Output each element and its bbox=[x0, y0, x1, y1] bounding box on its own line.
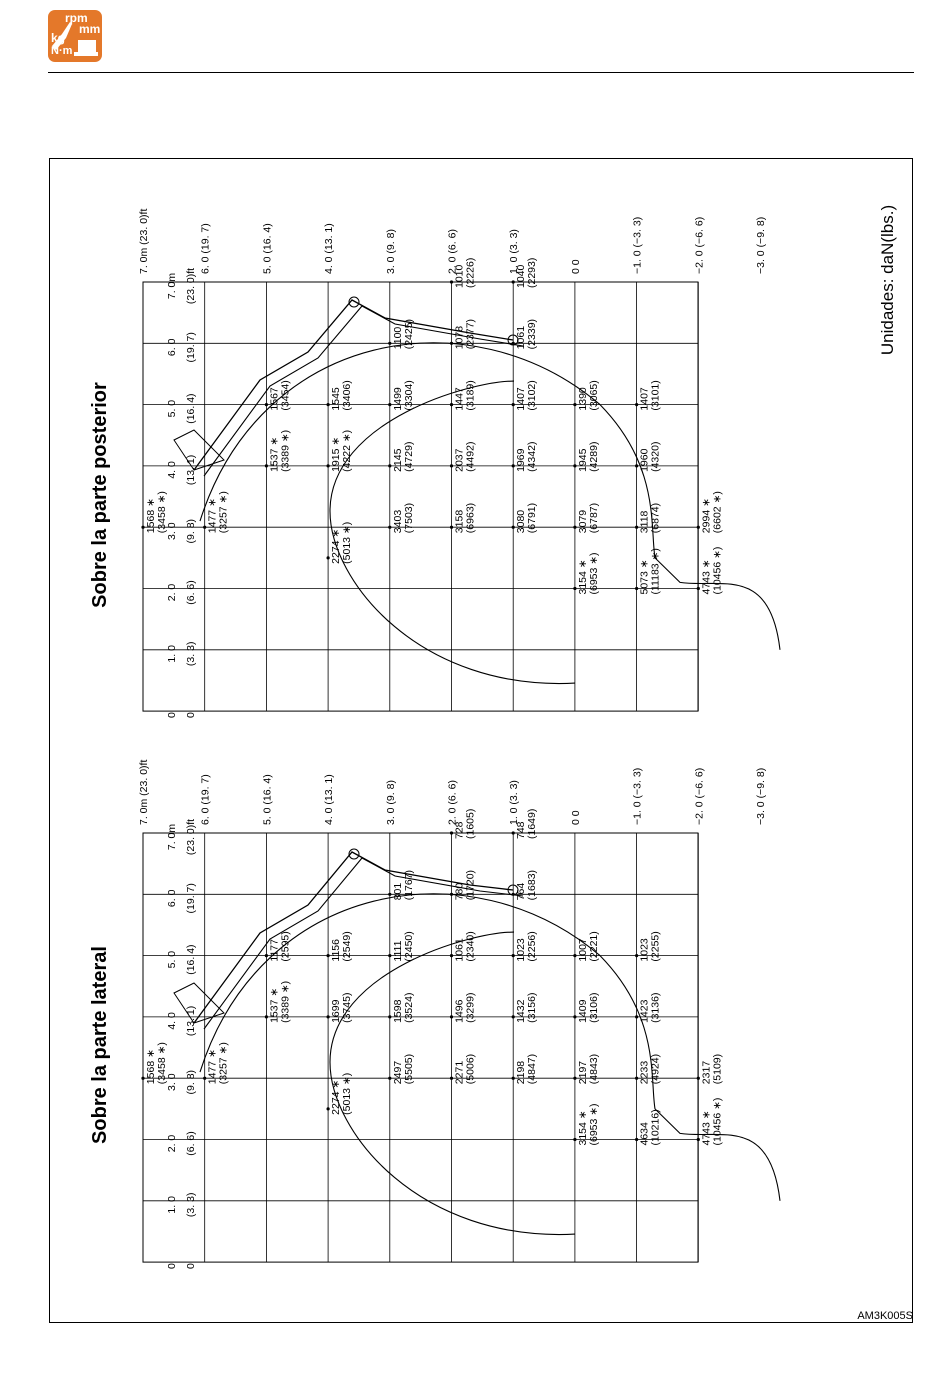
load-point-marker bbox=[573, 1015, 576, 1018]
capacity-value: 1156 bbox=[330, 939, 343, 962]
capacity-value-lbs: (4342) bbox=[526, 441, 539, 472]
height-label: 0 0 bbox=[569, 259, 582, 274]
capacity-value-lbs: (2595) bbox=[279, 931, 292, 962]
reach-label-ft: (19. 7) bbox=[185, 332, 197, 363]
capacity-value-lbs: (5109) bbox=[711, 1053, 724, 1085]
capacity-value-lbs: (1605) bbox=[464, 808, 477, 839]
load-point-marker bbox=[635, 1138, 638, 1141]
height-label: 1. 0 (3. 3) bbox=[508, 229, 521, 274]
reach-label-m: 0 bbox=[166, 712, 178, 719]
load-point-marker bbox=[388, 954, 391, 957]
reach-label-ft: (3. 3) bbox=[185, 641, 197, 667]
height-label: 0 0 bbox=[569, 810, 582, 825]
load-point-marker bbox=[327, 403, 330, 406]
height-label: 2. 0 (6. 6) bbox=[446, 229, 459, 274]
capacity-value: 764 bbox=[515, 882, 528, 901]
capacity-value-lbs: (4222 ∗) bbox=[341, 429, 354, 472]
height-label: 6. 0 (19. 7) bbox=[199, 223, 212, 274]
capacity-value-lbs: (4289) bbox=[587, 441, 600, 472]
capacity-value-lbs: (6953 ∗) bbox=[587, 552, 600, 595]
capacity-value: 1023 bbox=[638, 938, 651, 962]
capacity-value-lbs: (7503) bbox=[402, 502, 415, 534]
load-point-marker bbox=[635, 526, 638, 529]
capacity-value: 1007 bbox=[576, 938, 589, 962]
load-point-marker bbox=[327, 954, 330, 957]
capacity-value-lbs: (2377) bbox=[464, 318, 477, 350]
logo-kg: kg bbox=[51, 31, 66, 45]
panel-lateral bbox=[89, 209, 780, 718]
inner-envelope-curve bbox=[330, 932, 575, 1234]
capacity-value: 4634 bbox=[638, 1122, 651, 1146]
reach-label-ft: 0 bbox=[185, 1263, 197, 1270]
reach-label-ft: (9. 8) bbox=[185, 1069, 197, 1095]
load-point-marker bbox=[635, 1015, 638, 1018]
capacity-value: 1945 bbox=[576, 448, 589, 472]
load-point-marker bbox=[327, 464, 330, 467]
reach-label-m: 0 bbox=[166, 1263, 178, 1270]
load-point-marker bbox=[512, 526, 515, 529]
capacity-value-lbs: (3304) bbox=[402, 380, 415, 411]
height-label: 2. 0 (6. 6) bbox=[446, 780, 459, 825]
load-point-marker bbox=[450, 831, 453, 834]
load-point-marker bbox=[141, 1077, 144, 1080]
load-point-marker bbox=[388, 526, 391, 529]
capacity-value: 1010 bbox=[453, 264, 466, 288]
capacity-value: 4743 ∗ bbox=[700, 559, 713, 595]
height-label: 1. 0 (3. 3) bbox=[508, 780, 521, 825]
height-label: −3. 0 (−9. 8) bbox=[755, 767, 767, 825]
capacity-value-lbs: (3406) bbox=[341, 380, 354, 411]
height-label: −2. 0 (−6. 6) bbox=[693, 216, 706, 274]
capacity-value: 1423 bbox=[638, 999, 651, 1023]
capacity-value-lbs: (3454) bbox=[279, 380, 292, 411]
capacity-value: 801 bbox=[391, 882, 404, 901]
units-label: Unidades: daN(lbs.) bbox=[878, 204, 897, 356]
capacity-value: 1407 bbox=[638, 387, 651, 411]
capacity-value-lbs: (4924) bbox=[649, 1053, 662, 1085]
capacity-value: 1496 bbox=[453, 999, 466, 1023]
load-point-marker bbox=[635, 954, 638, 957]
load-point-marker bbox=[697, 1077, 700, 1080]
capacity-value: 728 bbox=[453, 821, 466, 839]
logo-rpm: rpm bbox=[65, 11, 88, 25]
inner-envelope-curve bbox=[330, 381, 575, 683]
capacity-value-lbs: (2339) bbox=[526, 318, 539, 350]
load-point-marker bbox=[265, 954, 268, 957]
logo-mm: mm bbox=[79, 22, 101, 36]
capacity-value: 1477 ∗ bbox=[206, 1049, 219, 1085]
load-point-marker bbox=[697, 1138, 700, 1141]
capacity-value: 780 bbox=[453, 882, 466, 901]
capacity-value: 3158 bbox=[453, 509, 466, 534]
panel-title: Sobre la parte posterior bbox=[89, 382, 111, 608]
capacity-value-lbs: (2450) bbox=[402, 931, 415, 962]
capacity-value: 1177 bbox=[268, 939, 281, 962]
load-point-marker bbox=[573, 587, 576, 590]
capacity-value-lbs: (5006) bbox=[464, 1053, 477, 1085]
capacity-value: 1545 bbox=[330, 387, 343, 411]
capacity-value-lbs: (2221) bbox=[587, 931, 600, 962]
height-label: −3. 0 (−9. 8) bbox=[755, 216, 767, 274]
capacity-value: 2198 bbox=[515, 1060, 528, 1085]
capacity-value-lbs: (3524) bbox=[402, 992, 415, 1023]
capacity-value-lbs: (10216) bbox=[649, 1109, 662, 1146]
capacity-value: 1960 bbox=[638, 448, 651, 472]
height-label: −1. 0 (−3. 3) bbox=[631, 216, 644, 274]
capacity-value: 1537 ∗ bbox=[268, 436, 281, 472]
capacity-value: 2317 bbox=[700, 1060, 713, 1085]
capacity-value: 1040 bbox=[515, 264, 528, 288]
capacity-value-lbs: (6787) bbox=[587, 502, 600, 534]
reach-label-m: 2. 0 bbox=[166, 583, 178, 602]
load-point-marker bbox=[573, 1138, 576, 1141]
load-point-marker bbox=[635, 587, 638, 590]
reach-label-ft: (6. 6) bbox=[185, 580, 197, 605]
load-point-marker bbox=[265, 1015, 268, 1018]
capacity-value: 3079 bbox=[576, 509, 589, 534]
capacity-value-lbs: (4847) bbox=[526, 1053, 539, 1085]
capacity-value: 3403 bbox=[391, 509, 404, 534]
capacity-value-lbs: (3136) bbox=[649, 992, 662, 1023]
load-point-marker bbox=[388, 342, 391, 345]
load-point-marker bbox=[141, 526, 144, 529]
capacity-value: 1100 bbox=[391, 326, 404, 350]
capacity-value-lbs: (5013 ∗) bbox=[341, 521, 354, 564]
load-point-marker bbox=[203, 526, 206, 529]
capacity-value: 1061 bbox=[515, 325, 528, 350]
capacity-value-lbs: (3101) bbox=[649, 380, 662, 411]
height-label: 7. 0m (23. 0)ft bbox=[138, 208, 150, 274]
capacity-value: 2233 bbox=[638, 1060, 651, 1085]
capacity-value-lbs: (3458 ∗) bbox=[156, 1042, 168, 1085]
capacity-value: 2497 bbox=[391, 1060, 404, 1085]
capacity-value-lbs: (5013 ∗) bbox=[341, 1072, 354, 1115]
load-point-marker bbox=[573, 1077, 576, 1080]
capacity-value-lbs: (6602 ∗) bbox=[711, 491, 724, 534]
capacity-value-lbs: (2293) bbox=[526, 257, 539, 288]
load-point-marker bbox=[512, 280, 515, 283]
load-point-marker bbox=[512, 403, 515, 406]
capacity-value: 3118 bbox=[638, 510, 651, 534]
reach-label-ft: (19. 7) bbox=[185, 883, 197, 914]
reach-label-m: 5. 0 bbox=[166, 399, 178, 418]
capacity-value: 4743 ∗ bbox=[700, 1110, 713, 1146]
height-label: 5. 0 (16. 4) bbox=[261, 774, 274, 825]
capacity-value-lbs: (3156) bbox=[526, 992, 539, 1023]
load-point-marker bbox=[450, 342, 453, 345]
load-point-marker bbox=[327, 556, 330, 559]
capacity-value: 2274 ∗ bbox=[330, 528, 343, 564]
capacity-value-lbs: (5505) bbox=[402, 1053, 415, 1085]
load-point-marker bbox=[512, 893, 515, 896]
capacity-value-lbs: (3257 ∗) bbox=[217, 1042, 230, 1085]
capacity-value-lbs: (2256) bbox=[526, 931, 539, 962]
reach-label-ft: (13. 1) bbox=[185, 1005, 197, 1037]
load-point-marker bbox=[512, 831, 515, 834]
capacity-value-lbs: (1720) bbox=[464, 869, 477, 901]
capacity-value-lbs: (2425) bbox=[402, 318, 415, 350]
capacity-value-lbs: (2255) bbox=[649, 931, 662, 962]
reach-label-m: 2. 0 bbox=[166, 1134, 178, 1153]
height-label: −2. 0 (−6. 6) bbox=[693, 767, 706, 825]
load-point-marker bbox=[327, 1107, 330, 1110]
panel-posterior bbox=[89, 760, 780, 1269]
reach-label-m: 6. 0 bbox=[166, 889, 178, 908]
capacity-value-lbs: (4729) bbox=[402, 441, 415, 472]
reach-label-ft: (6. 6) bbox=[185, 1131, 197, 1156]
load-point-marker bbox=[512, 342, 515, 345]
figure-code: AM3K005S bbox=[857, 1310, 913, 1322]
load-point-marker bbox=[450, 280, 453, 283]
load-point-marker bbox=[697, 587, 700, 590]
height-label: 6. 0 (19. 7) bbox=[199, 774, 212, 825]
load-point-marker bbox=[635, 464, 638, 467]
reach-label-ft: (16. 4) bbox=[185, 944, 197, 975]
capacity-value-lbs: (3065) bbox=[587, 380, 600, 411]
capacity-value-lbs: (10456 ∗) bbox=[711, 1097, 724, 1146]
capacity-value-lbs: (3189) bbox=[464, 380, 477, 411]
capacity-value: 1078 bbox=[453, 325, 466, 350]
load-point-marker bbox=[450, 893, 453, 896]
load-point-marker bbox=[203, 1077, 206, 1080]
load-point-marker bbox=[450, 464, 453, 467]
panel-title: Sobre la parte lateral bbox=[89, 946, 111, 1144]
height-label: 5. 0 (16. 4) bbox=[261, 223, 274, 274]
load-point-marker bbox=[512, 1015, 515, 1018]
capacity-value: 1969 bbox=[515, 448, 528, 472]
capacity-value-lbs: (11183 ∗) bbox=[649, 548, 662, 595]
reach-label-ft: (3. 3) bbox=[185, 1192, 197, 1218]
capacity-value: 1407 bbox=[515, 387, 528, 411]
capacity-value: 1568 ∗ bbox=[145, 498, 157, 534]
capacity-value: 1598 bbox=[391, 999, 404, 1023]
load-point-marker bbox=[450, 526, 453, 529]
capacity-value: 1477 ∗ bbox=[206, 498, 219, 534]
capacity-value-lbs: (6963) bbox=[464, 502, 477, 534]
logo-nm: N·m bbox=[51, 45, 73, 57]
capacity-value-lbs: (1767) bbox=[402, 869, 415, 901]
load-point-marker bbox=[635, 1077, 638, 1080]
load-point-marker bbox=[573, 464, 576, 467]
capacity-value-lbs: (3389 ∗) bbox=[279, 429, 292, 472]
capacity-value: 1390 bbox=[576, 387, 589, 411]
reach-label-m: 5. 0 bbox=[166, 950, 178, 969]
reach-label-m: 4. 0 bbox=[166, 461, 178, 479]
capacity-value: 3154 ∗ bbox=[576, 1110, 589, 1146]
reach-label-ft: (9. 8) bbox=[185, 518, 197, 544]
capacity-value: 1447 bbox=[453, 387, 466, 411]
reach-label-ft: (13. 1) bbox=[185, 454, 197, 486]
capacity-value: 1409 bbox=[576, 999, 589, 1023]
load-point-marker bbox=[512, 954, 515, 957]
reach-label-m: 6. 0 bbox=[166, 338, 178, 357]
capacity-value: 3154 ∗ bbox=[576, 559, 589, 595]
capacity-value-lbs: (10456 ∗) bbox=[711, 546, 724, 595]
load-point-marker bbox=[450, 954, 453, 957]
capacity-value: 2994 ∗ bbox=[700, 498, 713, 534]
load-point-marker bbox=[573, 403, 576, 406]
reach-label-ft: (23. 0)ft bbox=[185, 267, 197, 305]
load-point-marker bbox=[388, 464, 391, 467]
capacity-value: 1061 bbox=[453, 938, 466, 962]
capacity-value-lbs: (3458 ∗) bbox=[156, 491, 168, 534]
height-label: 4. 0 (13. 1) bbox=[323, 223, 336, 274]
reach-label-ft: (16. 4) bbox=[185, 393, 197, 424]
capacity-value-lbs: (3389 ∗) bbox=[279, 980, 292, 1023]
capacity-value: 2274 ∗ bbox=[330, 1079, 343, 1115]
capacity-value-lbs: (4492) bbox=[464, 441, 477, 472]
reach-label-m: 7. 0m bbox=[166, 823, 178, 851]
capacity-value: 748 bbox=[515, 821, 528, 839]
capacity-value-lbs: (6953 ∗) bbox=[587, 1103, 600, 1146]
reach-label-m: 4. 0 bbox=[166, 1012, 178, 1030]
capacity-value: 3080 bbox=[515, 509, 528, 534]
load-point-marker bbox=[388, 403, 391, 406]
height-label: 7. 0m (23. 0)ft bbox=[138, 759, 150, 825]
load-point-marker bbox=[388, 1015, 391, 1018]
capacity-value-lbs: (3102) bbox=[526, 380, 539, 411]
reach-label-m: 1. 0 bbox=[166, 645, 178, 663]
load-point-marker bbox=[388, 1077, 391, 1080]
height-label: 3. 0 (9. 8) bbox=[384, 229, 397, 274]
capacity-value-lbs: (3299) bbox=[464, 992, 477, 1023]
load-point-marker bbox=[450, 1077, 453, 1080]
capacity-value: 1111 bbox=[391, 940, 404, 962]
load-point-marker bbox=[635, 403, 638, 406]
capacity-value: 1432 bbox=[515, 999, 528, 1023]
capacity-value-lbs: (4843) bbox=[587, 1053, 600, 1085]
reach-label-ft: 0 bbox=[185, 712, 197, 719]
capacity-value: 1699 bbox=[330, 999, 343, 1023]
capacity-value: 1537 ∗ bbox=[268, 987, 281, 1023]
capacity-value-lbs: (6874) bbox=[649, 502, 662, 534]
capacity-value: 2145 bbox=[391, 448, 404, 472]
reach-label-m: 3. 0 bbox=[166, 522, 178, 540]
reach-label-m: 3. 0 bbox=[166, 1073, 178, 1091]
capacity-value-lbs: (3106) bbox=[587, 992, 600, 1023]
reach-label-m: 7. 0m bbox=[166, 272, 178, 300]
load-point-marker bbox=[388, 893, 391, 896]
capacity-value: 5073 ∗ bbox=[638, 559, 651, 595]
load-point-marker bbox=[265, 464, 268, 467]
load-point-marker bbox=[697, 526, 700, 529]
load-point-marker bbox=[512, 1077, 515, 1080]
height-label: 4. 0 (13. 1) bbox=[323, 774, 336, 825]
capacity-value: 1567 bbox=[268, 387, 281, 411]
load-point-marker bbox=[450, 1015, 453, 1018]
capacity-value-lbs: (1649) bbox=[526, 808, 539, 839]
reach-label-ft: (23. 0)ft bbox=[185, 818, 197, 856]
load-point-marker bbox=[265, 403, 268, 406]
capacity-value: 1915 ∗ bbox=[330, 436, 343, 472]
capacity-value-lbs: (6791) bbox=[526, 502, 539, 534]
load-point-marker bbox=[327, 1015, 330, 1018]
load-point-marker bbox=[573, 526, 576, 529]
capacity-value-lbs: (1683) bbox=[526, 869, 539, 901]
height-label: −1. 0 (−3. 3) bbox=[631, 767, 644, 825]
capacity-value: 1023 bbox=[515, 938, 528, 962]
load-point-marker bbox=[450, 403, 453, 406]
capacity-value: 1568 ∗ bbox=[145, 1049, 157, 1085]
capacity-value-lbs: (2226) bbox=[464, 257, 477, 288]
capacity-value-lbs: (2549) bbox=[341, 931, 354, 962]
height-label: 3. 0 (9. 8) bbox=[384, 780, 397, 825]
capacity-value: 1499 bbox=[391, 387, 404, 411]
capacity-value-lbs: (2340) bbox=[464, 931, 477, 962]
capacity-value-lbs: (3257 ∗) bbox=[217, 491, 230, 534]
capacity-value-lbs: (4320) bbox=[649, 441, 662, 472]
load-point-marker bbox=[512, 464, 515, 467]
capacity-value: 2197 bbox=[576, 1060, 589, 1085]
capacity-value-lbs: (3745) bbox=[341, 992, 354, 1023]
capacity-value: 2271 bbox=[453, 1060, 466, 1085]
load-point-marker bbox=[573, 954, 576, 957]
capacity-value: 2037 bbox=[453, 448, 466, 472]
reach-label-m: 1. 0 bbox=[166, 1196, 178, 1214]
